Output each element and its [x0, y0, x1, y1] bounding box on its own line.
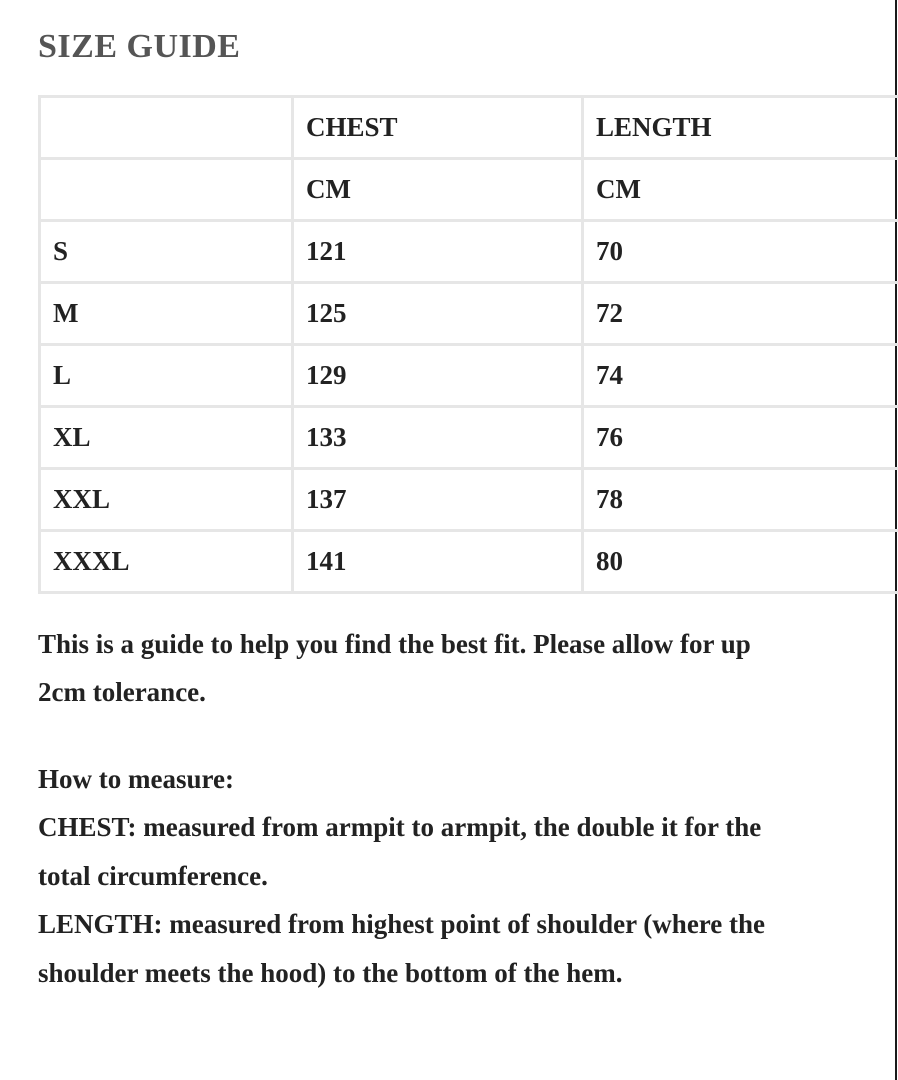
header-cell-length: LENGTH	[583, 97, 898, 159]
chest-cell: 129	[293, 345, 583, 407]
table-row	[40, 345, 898, 407]
size-cell: XL	[40, 407, 293, 469]
size-cell: M	[40, 283, 293, 345]
header-cell-chest: CHEST	[293, 97, 583, 159]
length-cell: 78	[583, 469, 898, 531]
length-cell: 74	[583, 345, 898, 407]
table-row	[40, 283, 898, 345]
table-units-row	[40, 159, 898, 221]
chest-cell: 125	[293, 283, 583, 345]
header-cell-size	[40, 97, 293, 159]
size-cell: S	[40, 221, 293, 283]
unit-cell-size	[40, 159, 293, 221]
table-row	[40, 407, 898, 469]
unit-cell-length: CM	[583, 159, 898, 221]
table-header-row	[40, 97, 898, 159]
length-cell: 80	[583, 531, 898, 593]
chest-instruction-line-2: total circumference.	[38, 861, 268, 891]
size-table	[38, 95, 898, 594]
fit-note-line-2: 2cm tolerance.	[38, 677, 206, 707]
table-row	[40, 531, 898, 593]
length-cell: 72	[583, 283, 898, 345]
how-to-measure-heading: How to measure:	[38, 764, 234, 794]
unit-cell-chest: CM	[293, 159, 583, 221]
table-row	[40, 221, 898, 283]
size-cell: XXXL	[40, 531, 293, 593]
size-cell: L	[40, 345, 293, 407]
length-instruction-line-1: LENGTH: measured from highest point of shoulder (where the	[38, 909, 766, 939]
chest-cell: 133	[293, 407, 583, 469]
page-title: SIZE GUIDE	[38, 28, 241, 65]
table-row	[40, 469, 898, 531]
chest-cell: 141	[293, 531, 583, 593]
chest-cell: 137	[293, 469, 583, 531]
size-cell: XXL	[40, 469, 293, 531]
length-cell: 70	[583, 221, 898, 283]
fit-note-line-1: This is a guide to help you find the best fit. Please allow for up	[38, 629, 751, 659]
length-instruction-line-2: shoulder meets the hood) to the bottom of the hem.	[38, 958, 623, 988]
chest-instruction-line-1: CHEST: measured from armpit to armpit, the double it for the	[38, 812, 762, 842]
length-cell: 76	[583, 407, 898, 469]
chest-cell: 121	[293, 221, 583, 283]
